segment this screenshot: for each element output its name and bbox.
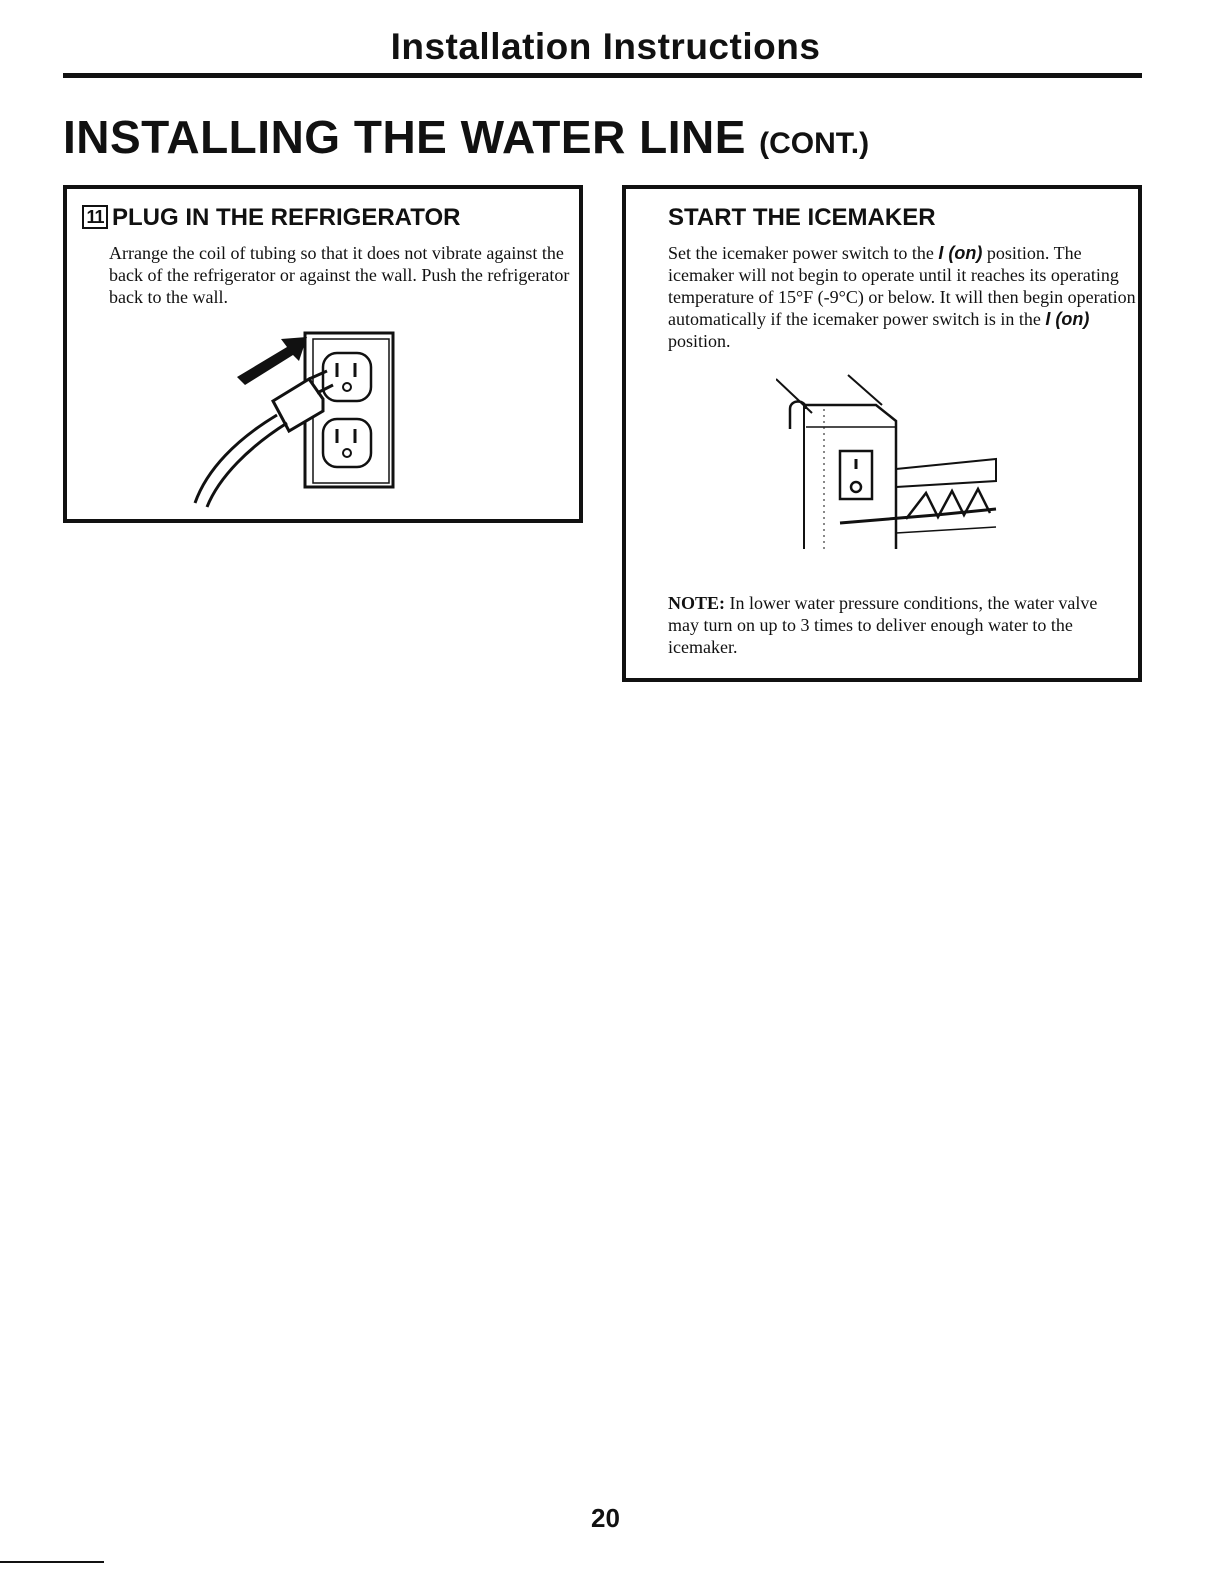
section-title-text: INSTALLING THE WATER LINE bbox=[63, 111, 746, 163]
start-icemaker-heading: START THE ICEMAKER bbox=[668, 204, 936, 231]
note-body: In lower water pressure conditions, the water valve may turn on up to 3 times to deliver enough water to the icemaker. bbox=[668, 593, 1098, 657]
icemaker-switch-illustration bbox=[776, 369, 1016, 559]
plug-in-heading: PLUG IN THE REFRIGERATOR bbox=[112, 204, 461, 231]
section-title-cont: (CONT.) bbox=[759, 127, 870, 160]
plug-outlet-illustration bbox=[177, 319, 417, 509]
plug-in-body-text: Arrange the coil of tubing so that it does not vibrate against the back of the refrigerator or against the wall. Push the refrigerator back to the wall. bbox=[109, 243, 570, 307]
note-text bbox=[668, 592, 1108, 658]
on-position-label-2: I (on) bbox=[1045, 309, 1090, 329]
body-text-part-2: position. The icemaker will not begin to operate until it reaches its operating temperature of 15°F (-9°C) or below. It will then begin operation automatically if the icemaker power switch is in the bbox=[668, 243, 1136, 329]
page-header-title: Installation Instructions bbox=[390, 26, 821, 67]
footer-rule bbox=[0, 1561, 104, 1563]
header-divider bbox=[63, 73, 1142, 78]
plug-in-refrigerator-panel bbox=[63, 185, 583, 523]
section-title bbox=[63, 110, 869, 164]
body-text-part-3: position. bbox=[668, 331, 731, 351]
step-number-badge: 11 bbox=[82, 205, 108, 229]
start-icemaker-body-text bbox=[668, 242, 1138, 352]
body-text-part-1: Set the icemaker power switch to the bbox=[668, 243, 934, 263]
start-icemaker-panel bbox=[622, 185, 1142, 682]
note-label: NOTE: bbox=[668, 593, 726, 613]
on-position-label: I (on) bbox=[938, 243, 983, 263]
page-number: 20 bbox=[591, 1503, 620, 1533]
